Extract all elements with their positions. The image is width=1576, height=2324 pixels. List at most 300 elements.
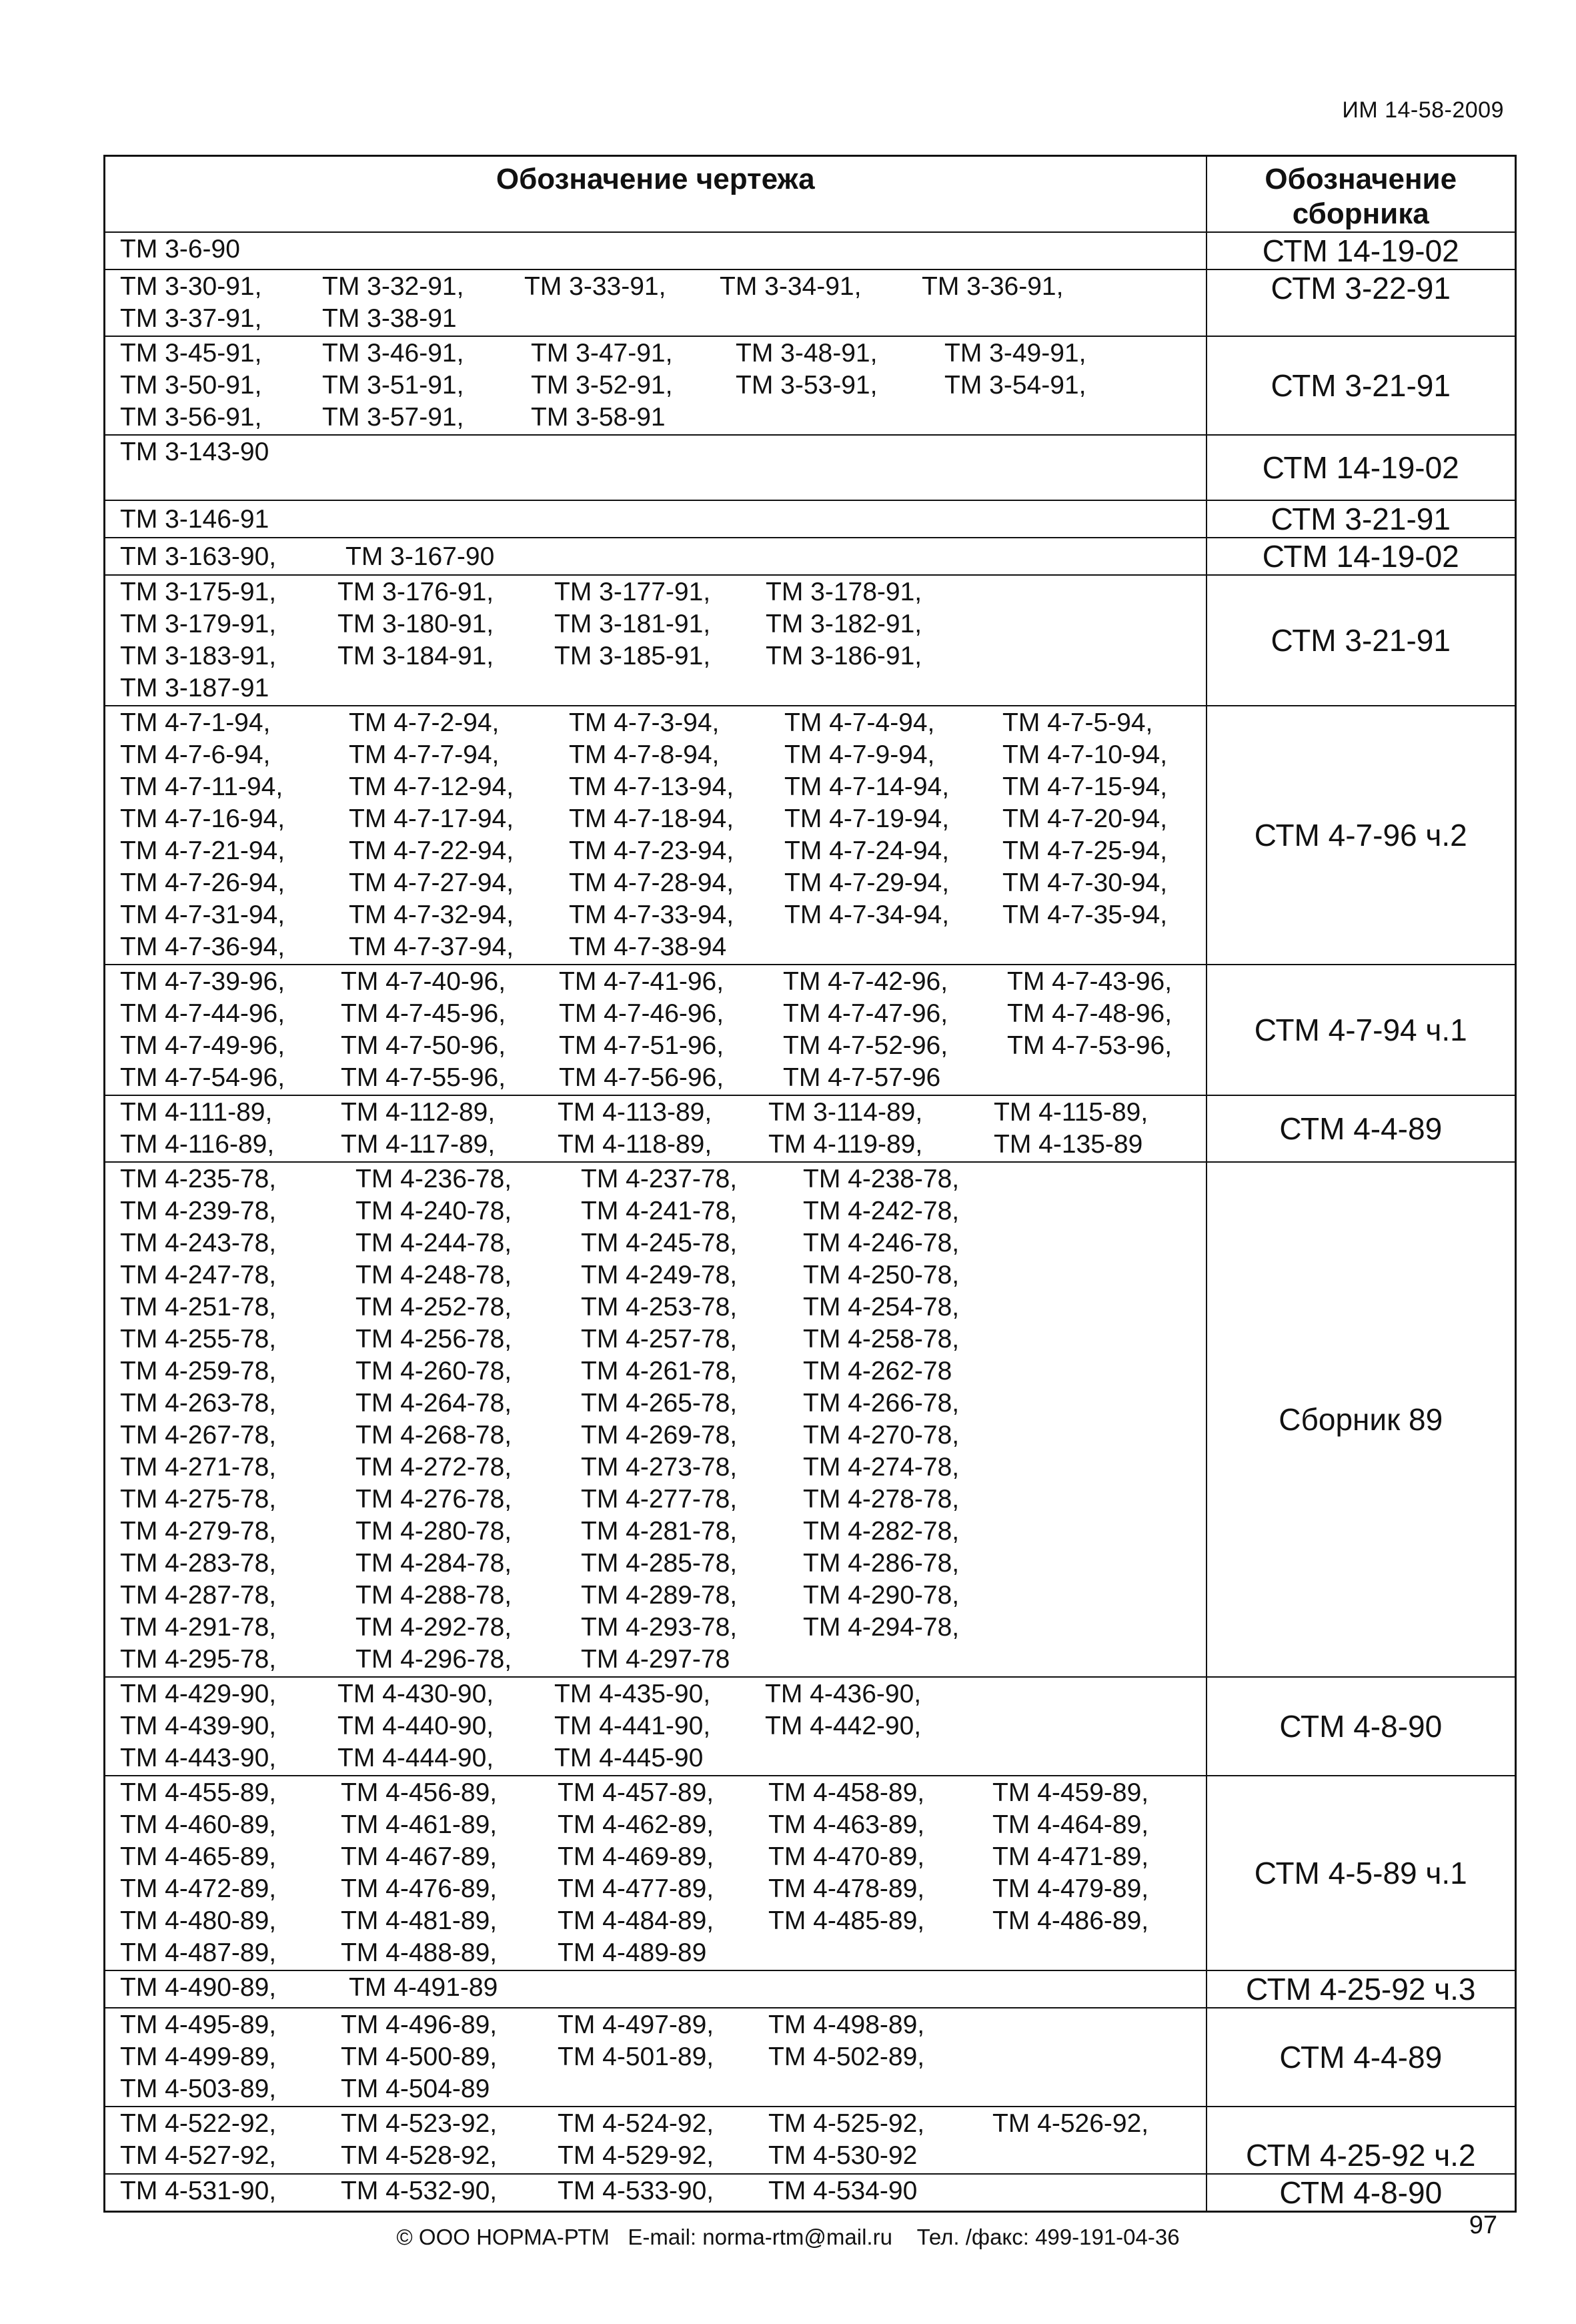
drawing-code: ТМ 4-255-78, — [120, 1325, 277, 1353]
drawing-code: ТМ 4-503-89, — [120, 2075, 277, 2103]
drawing-line — [120, 1742, 1203, 1774]
header-collection-line2: сборника — [1292, 197, 1429, 230]
drawing-code: ТМ 4-495-89, — [120, 2010, 277, 2039]
table-row — [105, 1970, 1516, 2008]
table-row — [105, 706, 1516, 965]
drawing-code: ТМ 4-497-89, — [558, 2010, 714, 2039]
drawing-code: ТМ 4-241-78, — [581, 1197, 738, 1225]
drawing-code: ТМ 4-489-89 — [558, 1938, 707, 1967]
drawing-line — [120, 2073, 1203, 2105]
drawing-code: ТМ 4-479-89, — [992, 1874, 1149, 1903]
drawing-code: ТМ 4-253-78, — [581, 1293, 738, 1321]
table-row — [105, 435, 1516, 500]
drawing-code: ТМ 4-7-11-94, — [120, 772, 283, 801]
drawing-code: ТМ 4-291-78, — [120, 1613, 277, 1642]
drawing-code: ТМ 4-523-92, — [341, 2109, 498, 2138]
drawing-code: ТМ 4-7-7-94, — [349, 740, 500, 769]
drawing-line — [120, 1841, 1203, 1873]
drawing-code: ТМ 3-143-90 — [120, 438, 269, 466]
drawing-code: ТМ 4-442-90, — [765, 1712, 922, 1740]
drawing-code: ТМ 4-269-78, — [581, 1421, 738, 1449]
collection-cell: СТМ 4-25-92 ч.2 — [1207, 2107, 1516, 2174]
drawing-code: ТМ 4-257-78, — [581, 1325, 738, 1353]
drawing-list-cell — [105, 2107, 1207, 2174]
drawing-line — [120, 1612, 1203, 1644]
drawing-code: ТМ 3-46-91, — [322, 339, 464, 368]
drawing-list-cell — [105, 269, 1207, 336]
collection-cell: СТМ 4-7-94 ч.1 — [1207, 965, 1516, 1095]
drawing-code: ТМ 3-33-91, — [524, 272, 666, 301]
drawing-code: ТМ 4-7-49-96, — [120, 1031, 285, 1060]
drawing-line — [120, 436, 1203, 468]
collection-cell: СТМ 4-4-89 — [1207, 1095, 1516, 1162]
drawing-code: ТМ 4-496-89, — [341, 2010, 498, 2039]
drawing-code: ТМ 4-280-78, — [355, 1517, 512, 1546]
drawing-code: ТМ 4-272-78, — [355, 1453, 512, 1482]
drawing-code: ТМ 4-443-90, — [120, 1744, 277, 1772]
drawing-code: ТМ 4-477-89, — [558, 1874, 714, 1903]
drawing-line — [120, 707, 1203, 739]
drawing-code: ТМ 4-247-78, — [120, 1261, 277, 1289]
drawing-code: ТМ 4-297-78 — [581, 1645, 730, 1674]
drawing-code: ТМ 4-288-78, — [355, 1581, 512, 1610]
drawing-line — [120, 1678, 1203, 1710]
drawing-code: ТМ 3-34-91, — [720, 272, 862, 301]
drawing-line — [120, 402, 1203, 434]
drawing-line — [120, 771, 1203, 803]
drawing-code: ТМ 4-7-9-94, — [784, 740, 935, 769]
collection-cell: Сборник 89 — [1207, 1162, 1516, 1677]
drawing-line — [120, 2108, 1203, 2140]
drawing-line — [120, 1516, 1203, 1548]
collection-cell: СТМ 4-4-89 — [1207, 2008, 1516, 2107]
drawing-code: ТМ 4-285-78, — [581, 1549, 738, 1578]
drawing-code: ТМ 4-441-90, — [554, 1712, 711, 1740]
drawing-code: ТМ 4-484-89, — [558, 1906, 714, 1935]
header-collection-designation — [1207, 156, 1516, 233]
drawing-code: ТМ 4-7-56-96, — [559, 1063, 724, 1092]
table-row — [105, 1776, 1516, 1970]
table-row — [105, 2174, 1516, 2212]
drawing-code: ТМ 4-501-89, — [558, 2043, 714, 2071]
drawing-code: ТМ 4-491-89 — [349, 1973, 498, 2002]
drawing-code: ТМ 4-7-41-96, — [559, 967, 724, 996]
drawing-code: ТМ 3-179-91, — [120, 610, 277, 638]
drawing-code: ТМ 4-459-89, — [992, 1778, 1149, 1807]
drawing-code: ТМ 3-176-91, — [337, 578, 494, 606]
drawing-code: ТМ 4-464-89, — [992, 1810, 1149, 1839]
drawing-code: ТМ 4-7-20-94, — [1002, 804, 1168, 833]
table-row — [105, 500, 1516, 538]
collection-cell: СТМ 4-5-89 ч.1 — [1207, 1776, 1516, 1970]
drawing-code: ТМ 3-30-91, — [120, 272, 262, 301]
drawing-code: ТМ 4-244-78, — [355, 1229, 512, 1257]
drawing-line — [120, 867, 1203, 899]
drawing-code: ТМ 4-267-78, — [120, 1421, 277, 1449]
drawing-code: ТМ 4-7-39-96, — [120, 967, 285, 996]
drawing-code: ТМ 4-456-89, — [341, 1778, 498, 1807]
drawing-code: ТМ 4-7-2-94, — [349, 708, 500, 737]
drawing-code: ТМ 4-444-90, — [337, 1744, 494, 1772]
collection-cell: СТМ 14-19-02 — [1207, 435, 1516, 500]
drawing-code: ТМ 3-52-91, — [531, 371, 673, 400]
drawing-line — [120, 931, 1203, 963]
drawing-code: ТМ 3-49-91, — [944, 339, 1086, 368]
drawing-code: ТМ 4-268-78, — [355, 1421, 512, 1449]
collection-cell: СТМ 3-22-91 — [1207, 269, 1516, 336]
drawing-code: ТМ 4-7-55-96, — [341, 1063, 506, 1092]
drawing-code: ТМ 4-462-89, — [558, 1810, 714, 1839]
drawing-code: ТМ 4-467-89, — [341, 1842, 498, 1871]
drawing-code: ТМ 4-135-89 — [994, 1130, 1143, 1159]
drawing-code: ТМ 4-7-36-94, — [120, 933, 285, 961]
drawing-code: ТМ 4-240-78, — [355, 1197, 512, 1225]
drawing-code: ТМ 4-119-89, — [768, 1130, 923, 1159]
drawing-code: ТМ 4-7-26-94, — [120, 868, 285, 897]
collection-cell: СТМ 3-21-91 — [1207, 575, 1516, 706]
drawing-line — [120, 1905, 1203, 1937]
drawing-list-cell — [105, 232, 1207, 269]
drawing-code: ТМ 4-530-92 — [768, 2141, 918, 2170]
drawing-code: ТМ 4-245-78, — [581, 1229, 738, 1257]
drawing-code: ТМ 4-116-89, — [120, 1130, 275, 1159]
drawing-code: ТМ 4-7-50-96, — [341, 1031, 506, 1060]
drawing-code: ТМ 4-111-89, — [120, 1098, 273, 1127]
drawing-code: ТМ 3-163-90, — [120, 542, 277, 571]
drawing-line — [120, 2175, 1203, 2207]
drawing-code: ТМ 4-485-89, — [768, 1906, 925, 1935]
drawing-code: ТМ 4-7-5-94, — [1002, 708, 1153, 737]
drawing-code: ТМ 4-435-90, — [554, 1680, 711, 1708]
drawing-line — [120, 739, 1203, 771]
drawing-code: ТМ 3-146-91 — [120, 505, 269, 534]
drawing-code: ТМ 4-7-45-96, — [341, 999, 506, 1028]
drawing-code: ТМ 4-7-32-94, — [349, 901, 514, 929]
table-body — [105, 232, 1516, 2212]
collection-cell: СТМ 3-21-91 — [1207, 336, 1516, 435]
drawing-code: ТМ 4-533-90, — [558, 2177, 714, 2205]
drawing-code: ТМ 3-186-91, — [766, 642, 922, 670]
table-row — [105, 1095, 1516, 1162]
drawing-code: ТМ 4-279-78, — [120, 1517, 277, 1546]
drawing-code: ТМ 3-178-91, — [766, 578, 922, 606]
drawing-list-cell — [105, 1970, 1207, 2008]
collection-cell: СТМ 4-8-90 — [1207, 2174, 1516, 2212]
drawing-code: ТМ 4-242-78, — [803, 1197, 960, 1225]
drawing-code: ТМ 4-7-24-94, — [784, 836, 950, 865]
drawing-code: ТМ 4-7-52-96, — [783, 1031, 948, 1060]
drawing-code: ТМ 3-187-91 — [120, 674, 269, 702]
drawing-code: ТМ 4-469-89, — [558, 1842, 714, 1871]
drawing-code: ТМ 3-6-90 — [120, 235, 240, 263]
drawing-code: ТМ 4-249-78, — [581, 1261, 738, 1289]
drawing-line — [120, 1873, 1203, 1905]
drawing-line — [120, 1227, 1203, 1259]
collection-cell: СТМ 4-8-90 — [1207, 1677, 1516, 1776]
drawing-code: ТМ 4-486-89, — [992, 1906, 1149, 1935]
drawing-code: ТМ 3-48-91, — [736, 339, 878, 368]
drawing-line — [120, 1484, 1203, 1516]
drawing-code: ТМ 4-490-89, — [120, 1973, 277, 2002]
table-header-row — [105, 156, 1516, 233]
drawing-code: ТМ 4-112-89, — [341, 1098, 496, 1127]
drawing-line — [120, 1419, 1203, 1451]
drawing-code: ТМ 4-504-89 — [341, 2075, 490, 2103]
drawing-code: ТМ 4-7-25-94, — [1002, 836, 1168, 865]
drawing-code: ТМ 4-528-92, — [341, 2141, 498, 2170]
drawing-code: ТМ 4-460-89, — [120, 1810, 277, 1839]
drawing-code: ТМ 3-182-91, — [766, 610, 922, 638]
drawing-code: ТМ 4-7-17-94, — [349, 804, 514, 833]
drawing-code: ТМ 4-235-78, — [120, 1165, 277, 1193]
drawing-code: ТМ 4-500-89, — [341, 2043, 498, 2071]
drawing-code: ТМ 4-487-89, — [120, 1938, 277, 1967]
drawing-code: ТМ 4-277-78, — [581, 1485, 738, 1514]
collection-cell: СТМ 4-7-96 ч.2 — [1207, 706, 1516, 965]
drawing-code: ТМ 4-7-18-94, — [569, 804, 734, 833]
drawing-code: ТМ 4-274-78, — [803, 1453, 960, 1482]
page-number: 97 — [1469, 2211, 1497, 2239]
drawing-code: ТМ 3-181-91, — [554, 610, 711, 638]
drawing-code: ТМ 3-54-91, — [944, 371, 1086, 400]
drawing-code: ТМ 4-525-92, — [768, 2109, 925, 2138]
drawing-list-cell — [105, 2008, 1207, 2107]
drawing-code: ТМ 3-36-91, — [922, 272, 1064, 301]
drawing-code: ТМ 4-7-30-94, — [1002, 868, 1168, 897]
drawing-code: ТМ 4-7-43-96, — [1007, 967, 1172, 996]
drawing-line — [120, 835, 1203, 867]
drawing-code: ТМ 4-117-89, — [341, 1130, 496, 1159]
drawing-code: ТМ 4-440-90, — [337, 1712, 494, 1740]
drawing-line — [120, 998, 1203, 1030]
drawing-code: ТМ 4-439-90, — [120, 1712, 277, 1740]
drawing-code: ТМ 4-470-89, — [768, 1842, 925, 1871]
drawing-code: ТМ 4-481-89, — [341, 1906, 498, 1935]
drawing-line — [120, 1710, 1203, 1742]
drawing-code: ТМ 4-7-1-94, — [120, 708, 271, 737]
table-row — [105, 575, 1516, 706]
drawing-line — [120, 2140, 1203, 2172]
drawing-code: ТМ 3-180-91, — [337, 610, 494, 638]
drawing-code: ТМ 4-7-29-94, — [784, 868, 950, 897]
drawing-code: ТМ 3-56-91, — [120, 403, 262, 432]
drawing-code: ТМ 4-457-89, — [558, 1778, 714, 1807]
drawings-table-wrapper — [103, 155, 1515, 2213]
drawing-code: ТМ 4-472-89, — [120, 1874, 277, 1903]
drawing-code: ТМ 4-287-78, — [120, 1581, 277, 1610]
drawing-list-cell — [105, 1095, 1207, 1162]
footer-contacts: © ООО НОРМА-РТМ E-mail: norma-rtm@mail.ru Тел. /факс: 499-191-04-36 — [396, 2225, 1180, 2249]
drawing-list-cell — [105, 435, 1207, 500]
drawing-code: ТМ 4-7-22-94, — [349, 836, 514, 865]
collection-cell: СТМ 14-19-02 — [1207, 538, 1516, 575]
drawing-line — [120, 1777, 1203, 1809]
drawing-code: ТМ 4-478-89, — [768, 1874, 925, 1903]
drawing-code: ТМ 4-265-78, — [581, 1389, 738, 1417]
collection-cell: СТМ 14-19-02 — [1207, 232, 1516, 269]
drawing-code: ТМ 4-290-78, — [803, 1581, 960, 1610]
drawing-code: ТМ 4-7-4-94, — [784, 708, 935, 737]
drawing-code: ТМ 4-118-89, — [558, 1130, 712, 1159]
drawing-line — [120, 1548, 1203, 1580]
drawing-code: ТМ 4-262-78 — [803, 1357, 952, 1385]
drawing-code: ТМ 4-237-78, — [581, 1165, 738, 1193]
drawing-code: ТМ 4-284-78, — [355, 1549, 512, 1578]
drawing-line — [120, 1097, 1203, 1129]
drawing-code: ТМ 4-261-78, — [581, 1357, 738, 1385]
drawing-code: ТМ 3-50-91, — [120, 371, 262, 400]
drawing-code: ТМ 4-7-51-96, — [559, 1031, 724, 1060]
drawing-code: ТМ 4-531-90, — [120, 2177, 277, 2205]
table-row — [105, 2107, 1516, 2174]
drawing-code: ТМ 4-7-28-94, — [569, 868, 734, 897]
drawing-code: ТМ 4-263-78, — [120, 1389, 277, 1417]
drawing-list-cell — [105, 1776, 1207, 1970]
table-row — [105, 965, 1516, 1095]
drawing-line — [120, 1387, 1203, 1419]
drawing-code: ТМ 4-480-89, — [120, 1906, 277, 1935]
drawing-code: ТМ 4-273-78, — [581, 1453, 738, 1482]
table-row — [105, 336, 1516, 435]
drawing-line — [120, 271, 1203, 303]
drawing-code: ТМ 4-238-78, — [803, 1165, 960, 1193]
drawing-code: ТМ 4-7-12-94, — [349, 772, 514, 801]
drawing-line — [120, 233, 1203, 265]
drawing-code: ТМ 4-293-78, — [581, 1613, 738, 1642]
drawing-code: ТМ 4-7-21-94, — [120, 836, 285, 865]
drawing-line — [120, 1030, 1203, 1062]
document-code: ИМ 14-58-2009 — [1342, 97, 1504, 123]
drawing-code: ТМ 4-115-89, — [994, 1098, 1148, 1127]
drawing-list-cell — [105, 2174, 1207, 2212]
drawing-line — [120, 1937, 1203, 1969]
drawing-line — [120, 1580, 1203, 1612]
drawing-line — [120, 1323, 1203, 1355]
drawing-code: ТМ 4-7-33-94, — [569, 901, 734, 929]
drawing-line — [120, 966, 1203, 998]
drawing-code: ТМ 4-522-92, — [120, 2109, 277, 2138]
collection-cell: СТМ 3-21-91 — [1207, 500, 1516, 538]
drawing-code: ТМ 4-7-6-94, — [120, 740, 271, 769]
drawing-line — [120, 1163, 1203, 1195]
drawing-code: ТМ 4-7-40-96, — [341, 967, 506, 996]
drawing-code: ТМ 4-271-78, — [120, 1453, 277, 1482]
drawing-code: ТМ 4-532-90, — [341, 2177, 498, 2205]
drawing-code: ТМ 4-7-3-94, — [569, 708, 720, 737]
drawing-code: ТМ 4-294-78, — [803, 1613, 960, 1642]
drawing-code: ТМ 3-167-90 — [345, 542, 495, 571]
drawing-code: ТМ 4-7-16-94, — [120, 804, 285, 833]
drawing-code: ТМ 4-248-78, — [355, 1261, 512, 1289]
drawing-line — [120, 1644, 1203, 1676]
drawing-line — [120, 338, 1203, 370]
drawing-list-cell — [105, 965, 1207, 1095]
table-row — [105, 232, 1516, 269]
drawing-code: ТМ 4-7-53-96, — [1007, 1031, 1172, 1060]
drawing-line — [120, 899, 1203, 931]
drawing-code: ТМ 3-114-89, — [768, 1098, 923, 1127]
drawing-code: ТМ 4-526-92, — [992, 2109, 1149, 2138]
drawing-code: ТМ 4-7-19-94, — [784, 804, 950, 833]
drawing-list-cell — [105, 1677, 1207, 1776]
drawing-code: ТМ 4-7-48-96, — [1007, 999, 1172, 1028]
drawing-code: ТМ 4-7-10-94, — [1002, 740, 1168, 769]
drawing-code: ТМ 4-289-78, — [581, 1581, 738, 1610]
drawing-code: ТМ 4-7-47-96, — [783, 999, 948, 1028]
drawing-line — [120, 1259, 1203, 1291]
drawing-code: ТМ 4-7-57-96 — [783, 1063, 941, 1092]
drawing-code: ТМ 4-264-78, — [355, 1389, 512, 1417]
drawing-code: ТМ 4-250-78, — [803, 1261, 960, 1289]
drawing-line — [120, 1972, 1203, 2004]
drawing-code: ТМ 3-184-91, — [337, 642, 494, 670]
drawing-code: ТМ 4-465-89, — [120, 1842, 277, 1871]
drawing-line — [120, 1355, 1203, 1387]
drawing-code: ТМ 4-430-90, — [337, 1680, 494, 1708]
drawing-line — [120, 608, 1203, 640]
drawing-code: ТМ 3-37-91, — [120, 304, 262, 333]
table-row — [105, 2008, 1516, 2107]
drawing-code: ТМ 4-534-90 — [768, 2177, 918, 2205]
drawing-list-cell — [105, 1162, 1207, 1677]
drawing-line — [120, 303, 1203, 335]
drawing-list-cell — [105, 575, 1207, 706]
drawing-code: ТМ 4-259-78, — [120, 1357, 277, 1385]
drawing-line — [120, 541, 1203, 573]
drawing-code: ТМ 4-458-89, — [768, 1778, 925, 1807]
drawing-code: ТМ 3-38-91 — [322, 304, 457, 333]
drawing-code: ТМ 4-292-78, — [355, 1613, 512, 1642]
drawing-code: ТМ 4-524-92, — [558, 2109, 714, 2138]
drawing-code: ТМ 3-58-91 — [531, 403, 666, 432]
drawing-code: ТМ 4-455-89, — [120, 1778, 277, 1807]
drawing-code: ТМ 4-7-15-94, — [1002, 772, 1168, 801]
drawing-code: ТМ 4-7-54-96, — [120, 1063, 285, 1092]
drawing-code: ТМ 4-7-13-94, — [569, 772, 734, 801]
drawing-code: ТМ 3-175-91, — [120, 578, 277, 606]
drawing-line — [120, 672, 1203, 704]
table-row — [105, 538, 1516, 575]
drawing-code: ТМ 4-7-31-94, — [120, 901, 285, 929]
drawing-code: ТМ 4-7-27-94, — [349, 868, 514, 897]
drawing-code: ТМ 4-7-14-94, — [784, 772, 950, 801]
drawing-code: ТМ 4-282-78, — [803, 1517, 960, 1546]
drawing-code: ТМ 4-7-44-96, — [120, 999, 285, 1028]
drawing-code: ТМ 4-281-78, — [581, 1517, 738, 1546]
table-row — [105, 269, 1516, 336]
drawing-code: ТМ 4-270-78, — [803, 1421, 960, 1449]
drawing-line — [120, 1129, 1203, 1161]
drawings-table — [103, 155, 1517, 2213]
drawing-code: ТМ 4-113-89, — [558, 1098, 712, 1127]
drawing-code: ТМ 4-254-78, — [803, 1293, 960, 1321]
drawing-code: ТМ 4-436-90, — [765, 1680, 922, 1708]
drawing-list-cell — [105, 336, 1207, 435]
drawing-code: ТМ 4-471-89, — [992, 1842, 1149, 1871]
drawing-code: ТМ 4-7-38-94 — [569, 933, 727, 961]
drawing-code: ТМ 4-296-78, — [355, 1645, 512, 1674]
drawing-line — [120, 640, 1203, 672]
drawing-code: ТМ 4-476-89, — [341, 1874, 498, 1903]
drawing-code: ТМ 4-275-78, — [120, 1485, 277, 1514]
drawing-code: ТМ 3-185-91, — [554, 642, 711, 670]
drawing-code: ТМ 4-7-34-94, — [784, 901, 950, 929]
drawing-code: ТМ 4-283-78, — [120, 1549, 277, 1578]
drawing-line — [120, 803, 1203, 835]
drawing-line — [120, 1809, 1203, 1841]
drawing-code: ТМ 4-286-78, — [803, 1549, 960, 1578]
drawing-code: ТМ 4-260-78, — [355, 1357, 512, 1385]
